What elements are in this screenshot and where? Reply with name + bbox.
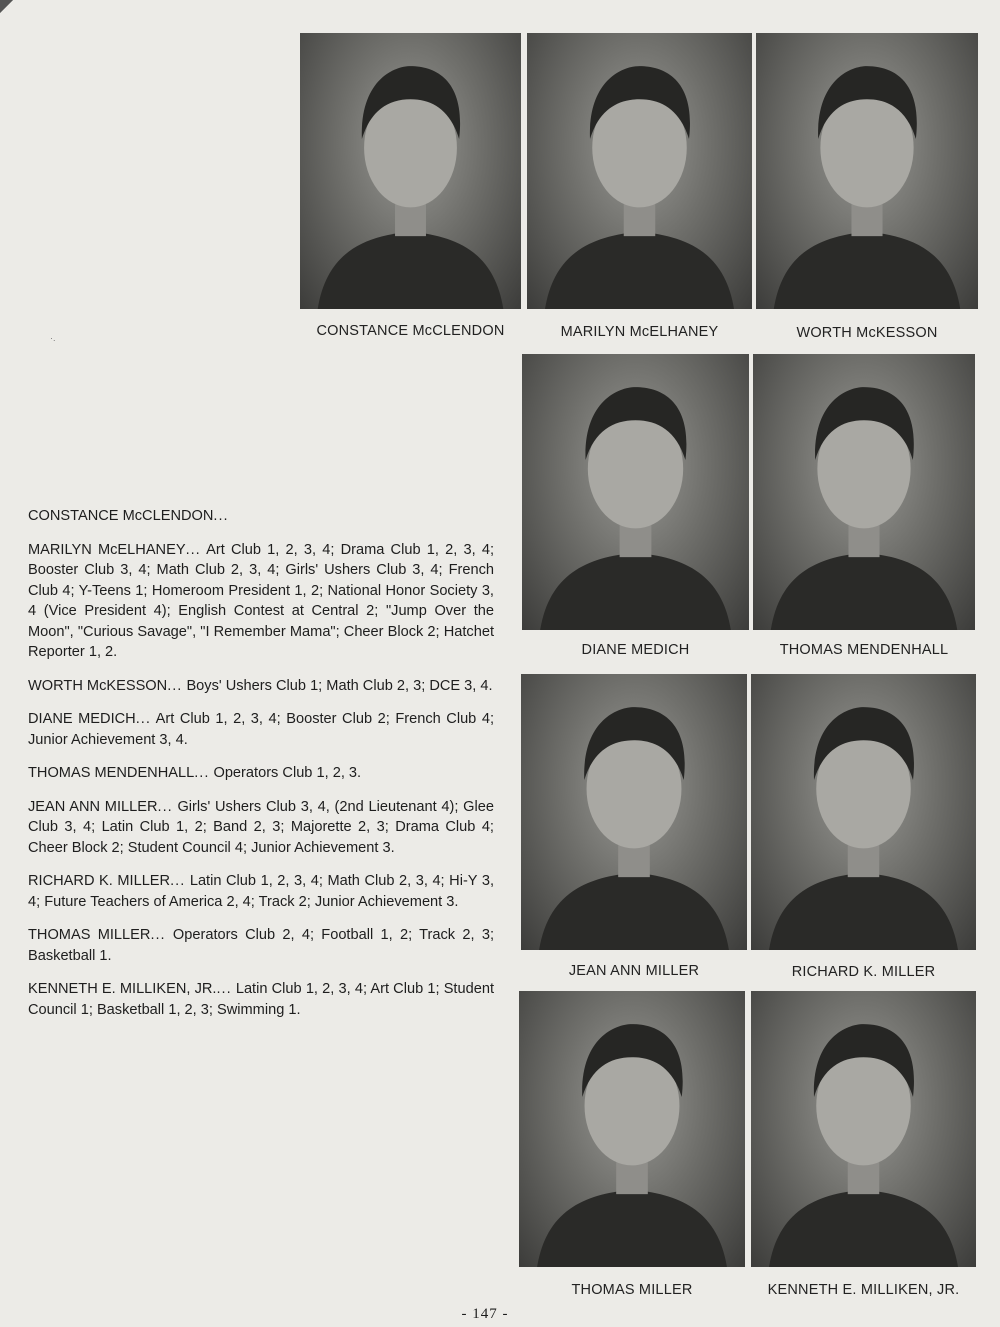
- bio-separator: ...: [167, 677, 183, 694]
- bio-activities: Art Club 1, 2, 3, 4; Booster Club 2; French Club 4; Junior Achievement 3, 4.: [28, 711, 495, 748]
- bio-name: DIANE MEDICH: [28, 711, 136, 727]
- bio-thomas-miller: [28, 925, 494, 966]
- portrait-jean-ann-miller: [521, 674, 747, 950]
- bio-thomas-mendenhall: [28, 763, 494, 784]
- bio-jean-ann-miller: [28, 797, 494, 859]
- bio-name: JEAN ANN MILLER: [28, 798, 158, 815]
- bio-separator: ...: [213, 508, 229, 524]
- bio-activities: Operators Club 2, 4; Football 1, 2; Track 2, 3; Basketball 1.: [28, 927, 494, 964]
- bio-separator: ...: [170, 873, 186, 889]
- caption-thomas-miller: THOMAS MILLER: [571, 1282, 693, 1298]
- portrait-marilyn-mcelhaney: [527, 33, 752, 309]
- portrait-kenneth-e-milliken-jr: [751, 991, 976, 1267]
- activities-list: [28, 506, 494, 1033]
- caption-kenneth-e-milliken-jr: KENNETH E. MILLIKEN, JR.: [767, 1282, 960, 1298]
- caption-thomas-mendenhall: THOMAS MENDENHALL: [779, 642, 949, 658]
- bio-separator: ...: [135, 711, 151, 727]
- bio-name: MARILYN McELHANEY: [28, 541, 186, 558]
- bio-activities: Operators Club 1, 2, 3.: [213, 765, 362, 781]
- bio-separator: ...: [216, 981, 232, 997]
- bio-activities: Girls' Ushers Club 3, 4, (2nd Lieutenant 4); Glee Club 3, 4; Latin Club 1, 2; Band 2, 3; Majorette 2, 3; Drama Club 4; Cheer Block 2; Student Council 4; Junior Achievement 3.: [28, 798, 495, 856]
- portrait-silhouette: [521, 674, 747, 950]
- bio-constance-mcclendon: [28, 506, 494, 527]
- portrait-worth-mckesson: [756, 33, 978, 309]
- bio-name: WORTH McKESSON: [28, 677, 168, 694]
- portrait-thomas-miller: [519, 991, 745, 1267]
- scan-specks: ·.: [50, 333, 56, 343]
- scan-corner-mark: [0, 0, 18, 14]
- bio-name: THOMAS MENDENHALL: [28, 765, 195, 781]
- bio-separator: ...: [150, 927, 166, 943]
- portrait-silhouette: [751, 674, 976, 950]
- bio-marilyn-mcelhaney: [28, 540, 494, 663]
- portrait-diane-medich: [522, 354, 749, 630]
- portrait-thomas-mendenhall: [753, 354, 975, 630]
- bio-separator: ...: [185, 541, 201, 558]
- page-number: - 147 -: [461, 1306, 509, 1322]
- bio-separator: ...: [194, 765, 210, 781]
- caption-constance-mcclendon: CONSTANCE McCLENDON: [316, 323, 505, 339]
- portrait-richard-k-miller: [751, 674, 976, 950]
- portrait-silhouette: [527, 33, 752, 309]
- caption-diane-medich: DIANE MEDICH: [581, 642, 690, 658]
- bio-worth-mckesson: [28, 676, 494, 697]
- portrait-constance-mcclendon: [300, 33, 521, 309]
- caption-jean-ann-miller: JEAN ANN MILLER: [568, 963, 700, 979]
- portrait-silhouette: [751, 991, 976, 1267]
- portrait-silhouette: [522, 354, 749, 630]
- bio-activities: Art Club 1, 2, 3, 4; Drama Club 1, 2, 3, 4; Booster Club 3, 4; Math Club 2, 3, 4; Girls' Ushers Club 3, 4; French Club 4; Y-Teens 1; Homeroom President 1, 2; National Honor Society 3, 4 (Vice President 4); English Contest at Central 2; "Jump Over the Moon", "Curious Savage", "I Remember Mama"; Cheer Block 2; Hatchet Reporter 1, 2.: [28, 541, 494, 660]
- caption-worth-mckesson: WORTH McKESSON: [796, 325, 938, 341]
- caption-richard-k-miller: RICHARD K. MILLER: [791, 964, 936, 980]
- bio-activities: Boys' Ushers Club 1; Math Club 2, 3; DCE 3, 4.: [186, 677, 493, 694]
- portrait-silhouette: [519, 991, 745, 1267]
- portrait-silhouette: [753, 354, 975, 630]
- bio-name: CONSTANCE McCLENDON: [28, 508, 214, 524]
- bio-diane-medich: [28, 709, 494, 750]
- bio-name: KENNETH E. MILLIKEN, JR.: [28, 981, 217, 997]
- bio-activities: Latin Club 1, 2, 3, 4; Math Club 2, 3, 4; Hi-Y 3, 4; Future Teachers of America 2, 4; Track 2; Junior Achievement 3.: [28, 873, 494, 910]
- portrait-silhouette: [756, 33, 978, 309]
- bio-separator: ...: [157, 798, 173, 815]
- bio-name: RICHARD K. MILLER: [28, 873, 171, 889]
- bio-name: THOMAS MILLER: [28, 927, 151, 943]
- bio-kenneth-e-milliken-jr: [28, 979, 494, 1020]
- caption-marilyn-mcelhaney: MARILYN McELHANEY: [560, 324, 719, 340]
- bio-richard-k-miller: [28, 871, 494, 912]
- portrait-silhouette: [300, 33, 521, 309]
- bio-activities: Latin Club 1, 2, 3, 4; Art Club 1; Student Council 1; Basketball 1, 2, 3; Swimming 1.: [28, 981, 495, 1018]
